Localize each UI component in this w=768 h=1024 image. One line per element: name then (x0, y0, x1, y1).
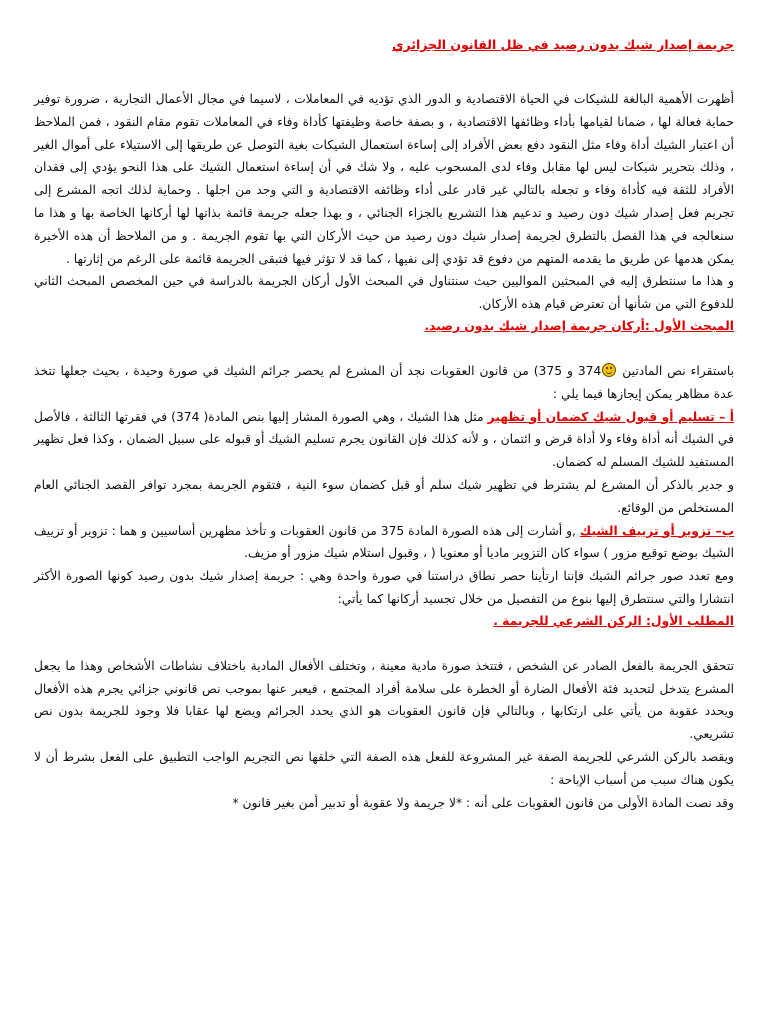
item-b-text: ,و أشارت إلى هذه الصورة المادة 375 من قانون العقوبات و تأخذ مظهرين أساسيين و هما : تزوير أو تزييف الشيك بوضع توقيع مزور ) سواء كان التزوير ماديا أو معنويا ( ، وقبول استلام شيك مزور أو مزيف. (34, 523, 734, 561)
section-1-heading: المبحث الأول :أركان جريمة إصدار شيك بدون رصيد. (424, 318, 734, 333)
multi-forms-paragraph: ومع تعدد صور جرائم الشيك فإننا ارتأينا حصر نطاق دراستنا في صورة واحدة وهي : جريمة إصدار شيك بدون رصيد كونها الصورة الأكثر انتشارا والتي سنتطرق إليها بنوع من التفصيل من خلال تجسيد أركانها كما يأتي: (34, 569, 734, 606)
section-1-paragraph-1-start: باستقراء نص المادتين (617, 363, 734, 378)
legal-pillar-paragraph: تتحقق الجريمة بالفعل الصادر عن الشخص ، فتتخذ صورة مادية معينة ، وتختلف الأفعال المادية باختلاف نشاطات الأشخاص وهذا ما يجعل المشرع يتدخل لتحديد فئة الأفعال الضارة أو الخطرة على سلامة أفراد المجتمع ، فيعبر عنها بموجب نص قانوني جزائي يجرم هذه الأفعال ويحدد عقوبة من يأتي على ارتكابها ، وبالتالي فإن قانون العقوبات هو الذي يحدد الجرائم ويضع لها عقابا فلا وجود للجريمة بدون نص تشريعي. (34, 658, 734, 742)
section-1-paragraph-1 (34, 360, 734, 406)
section-1-paragraph-1-rest: 374 و 375) من قانون العقوبات نجد أن المشرع لم يحصر جرائم الشيك في صورة وحيدة ، بحيث جعلها تتخذ عدة مظاهر يمكن إيجازها فيما يلي : (34, 363, 734, 401)
intro-paragraph-2: و هذا ما سنتطرق إليه في المبحثين المواليين حيث سنتناول في المبحث الأول أركان الجريمة بالدراسة في حين المخصص المبحث الثاني للدفوع التي من شأنها أن تعترض قيام هذه الأركان. (34, 274, 734, 312)
document-title: جريمة إصدار شيك بدون رصيد في ظل القانون الجزائري (392, 37, 734, 52)
item-a-text: مثل هذا الشيك ، وهي الصورة المشار إليها بنص المادة( 374) في فقرتها الثالثة ، فالأصل في الشيك أنه أداة وفاء ولا أداة قرض و ائتمان ، و لأنه كذلك فإن القانون يجرم تسليم الشيك أو قبوله على سبيل الضمان ، وكذا فعل تظهير المستفيد للشيك المسلم له كضمان. (34, 409, 734, 470)
definition-paragraph: ويقصد بالركن الشرعي للجريمة الصفة غير المشروعة للفعل هذه الصفة التي خلقها نص التجريم الواجب التطبيق على الفعل بشرط أن لا يكون هناك سبب من أسباب الإباحة : (34, 749, 734, 787)
subsection-1-heading: المطلب الأول: الركن الشرعي للجريمة . (493, 613, 734, 628)
intro-paragraph-1: أظهرت الأهمية البالغة للشيكات في الحياة الاقتصادية و الدور الذي تؤديه في المعاملات ، لاسيما في مجال الأعمال التجارية ، ضرورة توفير حماية فعالة لها ، ضمانا لقيامها بأداء وظائفها الاقتصادية ، و بصفة خاصة وظيفتها كأداة وفاء في المعاملات تقوم مقام النقود ، فمن الملاحظ أن اعتبار الشيك أداة وفاء مثل النقود دفع بعض الأفراد إلى إساءة استعمال الشيكات بغية التوصل عن طريقها إلى الاستيلاء على أموال الغير ، وذلك بتحرير شيكات ليس لها مقابل وفاء لدى المسحوب عليه ، ولا شك في أن إساءة استعمال الشيك على هذا النحو يؤدي إلى فقدان الأفراد للثقة فيه كأداة وفاء و تجعله بالتالي غير قادر على أداء وظائفه الاقتصادية و التي وجد من اجلها . وحماية لذلك اتجه المشرع إلى تجريم فعل إصدار شيك دون رصيد و تدعيم هذا التشريع بالجزاء الجنائي ، و بهذا جعله جريمة قائمة بذاتها لها أركانها الخاصة بها و هذا ما سنعالجه في هذا الفصل بالتطرق لجريمة إصدار شيك دون رصيد من حيث الأركان التي بها تقوم الجريمة . و من الملاحظ أن هذه الأخيرة يمكن هدمها عن طريق ما يقدمه المتهم من دفوع قد تؤدي إلى نفيها ، كما قد لا تؤثر فيها فتبقى الجريمة قائمة على الرغم من إثارتها . (34, 92, 734, 266)
item-b-label: ب– تزوير أو تزييف الشيك (579, 523, 735, 538)
item-b-paragraph (34, 520, 734, 566)
smiley-face-icon (602, 363, 616, 377)
item-a-label: أ – تسليم أو قبول شيك كضمان أو تظهير (487, 409, 734, 424)
article-one-paragraph: وقد نصت المادة الأولى من قانون العقوبات على أنه : *لا جريمة ولا عقوبة أو تدبير أمن بغير قانون * (232, 795, 734, 810)
item-a-paragraph (34, 406, 734, 474)
item-a-note: و جدير بالذكر أن المشرع لم يشترط في تظهير شيك سلم أو قبل كضمان سوء النية ، فتقوم الجريمة بمجرد توافر القصد الجنائي العام المستخلص من الوقائع. (34, 477, 734, 515)
